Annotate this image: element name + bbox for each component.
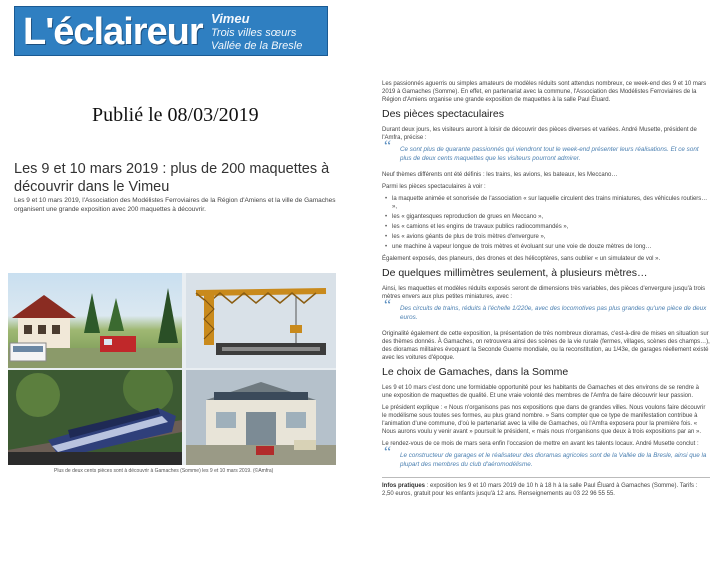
- practical-info-label: Infos pratiques: [382, 483, 426, 489]
- photo-caption: Plus de deux cents pièces sont à découvrir à Gamaches (Somme) les 9 et 10 mars 2019. (©Amfra): [54, 468, 274, 474]
- quote-mark-icon: “: [384, 138, 392, 155]
- published-date: Publié le 08/03/2019: [92, 104, 259, 126]
- practical-info: [382, 477, 710, 498]
- tagline-villes: Trois villes sœurs: [211, 27, 297, 39]
- paragraph-1: Les passionnés aguerris ou simples amateurs de modèles réduits sont attendus nombreux, ce week-end des 9 et 10 mars 2019 à Gamaches (Somme). En effet, en partenariat avec la commune, l'Association des Modélistes Ferroviaires de la Région d'Amiens organise une grande exposition de maquettes à la salle Paul Éluard.: [382, 81, 707, 103]
- paragraph-7: Originalité également de cette exposition, la présentation de très nombreux dioramas, c'est-à-dire de mises en situation sur des thèmes donnés. À Gamaches, on retrouvera ainsi des scènes de la vie rurale (fermes, villages, scènes des champs…), des dioramas militaires évoquant la Seconde Guerre mondiale, ou la reconstitution, au 1/43e, de garages réellement existé avec les voitures d'époque.: [382, 331, 710, 361]
- list-item: • la maquette animée et sonorisée de l'association « sur laquelle circulent des trains miniatures, des véhicules routiers… »,: [382, 195, 710, 211]
- exhibit-list: [382, 195, 710, 251]
- quote-block-2: [382, 297, 710, 322]
- heading-millimeters: De quelques millimètres seulement, à plusieurs mètres…: [382, 267, 648, 279]
- paragraph-4: Parmi les pièces spectaculaires à voir :: [382, 184, 486, 190]
- photo-collage: [8, 273, 336, 465]
- heading-gamaches: Le choix de Gamaches, dans la Somme: [382, 366, 569, 378]
- paragraph-6: Ainsi, les maquettes et modèles réduits exposés seront de dimensions très variables, des pièces d'envergure jusqu'à trois mètres envers aux plus petites miniatures, avec :: [382, 286, 706, 300]
- photo-meccano-crane: [186, 273, 336, 368]
- quote-text: Des circuits de trains, réduits à l'échelle 1/220e, avec des locomotives pas plus grandes qu'une pièce de deux euros.: [400, 305, 707, 321]
- tagline-bresle: Vallée de la Bresle: [211, 40, 303, 52]
- quote-mark-icon: “: [384, 444, 392, 461]
- list-item: • les « camions et les engins de travaux publics radiocommandés »,: [382, 223, 710, 231]
- article-intro: Les 9 et 10 mars 2019, l'Association des Modélistes Ferroviaires de la Région d'Amiens et la ville de Gamaches organisent une grande exposition avec 200 maquettes à découvrir.: [14, 197, 336, 213]
- article-body: [382, 80, 710, 502]
- list-item: • les « gigantesques reproduction de grues en Meccano »,: [382, 213, 710, 221]
- practical-info-text: : exposition les 9 et 10 mars 2019 de 10 h à 18 h à la salle Paul Éluard à Gamaches (Somme). Tarifs : 2,50 euros, gratuit pour les enfants jusqu'à 12 ans. Renseignements au 03 22 96 55 55.: [382, 483, 698, 497]
- photo-garage-diorama: [186, 370, 336, 465]
- paragraph-9: Le président explique : « Nous n'organisons pas nos expositions que dans de grandes villes. Nous voulons faire découvrir le modélisme sous toutes ses formes, au plus grand nombre. » Sans compter que ce type de manifestation contribue à l'animation d'une commune, d'où le partenariat avec la ville de Gamaches, où l'Amfra exposera pour la première fois. « Nous aurons voulu y venir avant » poursuit le président, « mais nous n'organisons que deux à trois expositions par an ».: [382, 405, 706, 435]
- quote-mark-icon: “: [384, 297, 392, 314]
- paragraph-2: Durant deux jours, les visiteurs auront à loisir de découvrir des pièces diverses et variées. André Musette, président de l'Amfra, précise :: [382, 127, 697, 141]
- quote-text: Le constructeur de garages et le réalisateur des dioramas agricoles sont de la Vallée de la Bresle, ainsi que la plupart des membres du club d'aéromodélisme.: [400, 452, 707, 468]
- article-headline: Les 9 et 10 mars 2019 : plus de 200 maquettes à découvrir dans le Vimeu: [14, 161, 330, 195]
- paragraph-8: Les 9 et 10 mars c'est donc une formidable opportunité pour les habitants de Gamaches et des environs de se rendre à une exposition de maquettes de qualité. Et une vraie volonté des membres de l'Amfra de faire découvrir leur passion.: [382, 385, 700, 399]
- logo-text: L'éclaireur: [23, 11, 203, 53]
- paragraph-10: Le rendez-vous de ce mois de mars sera enfin l'occasion de mettre en avant les talents locaux. André Musette conclut :: [382, 441, 699, 447]
- list-item: • une machine à vapeur longue de trois mètres et évoluant sur une voie de douze mètres de long…: [382, 243, 710, 251]
- paragraph-5: Également exposés, des planeurs, des drones et des hélicoptères, sans oublier « un simulateur de vol ».: [382, 256, 661, 262]
- masthead-logo: [14, 6, 328, 56]
- paragraph-3: Neuf thèmes différents ont été définis : les trains, les avions, les bateaux, les Meccano…: [382, 172, 618, 178]
- photo-model-village: [8, 273, 182, 368]
- quote-text: Ce sont plus de quarante passionnés qui viendront tout le week-end présenter leurs réalisations. Et ce sont plus de deux cents maquettes que les visiteurs pourront admirer.: [400, 146, 699, 162]
- quote-block-1: [382, 138, 710, 163]
- photo-blue-train: [8, 370, 182, 465]
- tagline-vimeu: Vimeu: [211, 11, 250, 26]
- list-item: • les « avions géants de plus de trois mètres d'envergure »,: [382, 233, 710, 241]
- heading-spectacular: Des pièces spectaculaires: [382, 108, 504, 120]
